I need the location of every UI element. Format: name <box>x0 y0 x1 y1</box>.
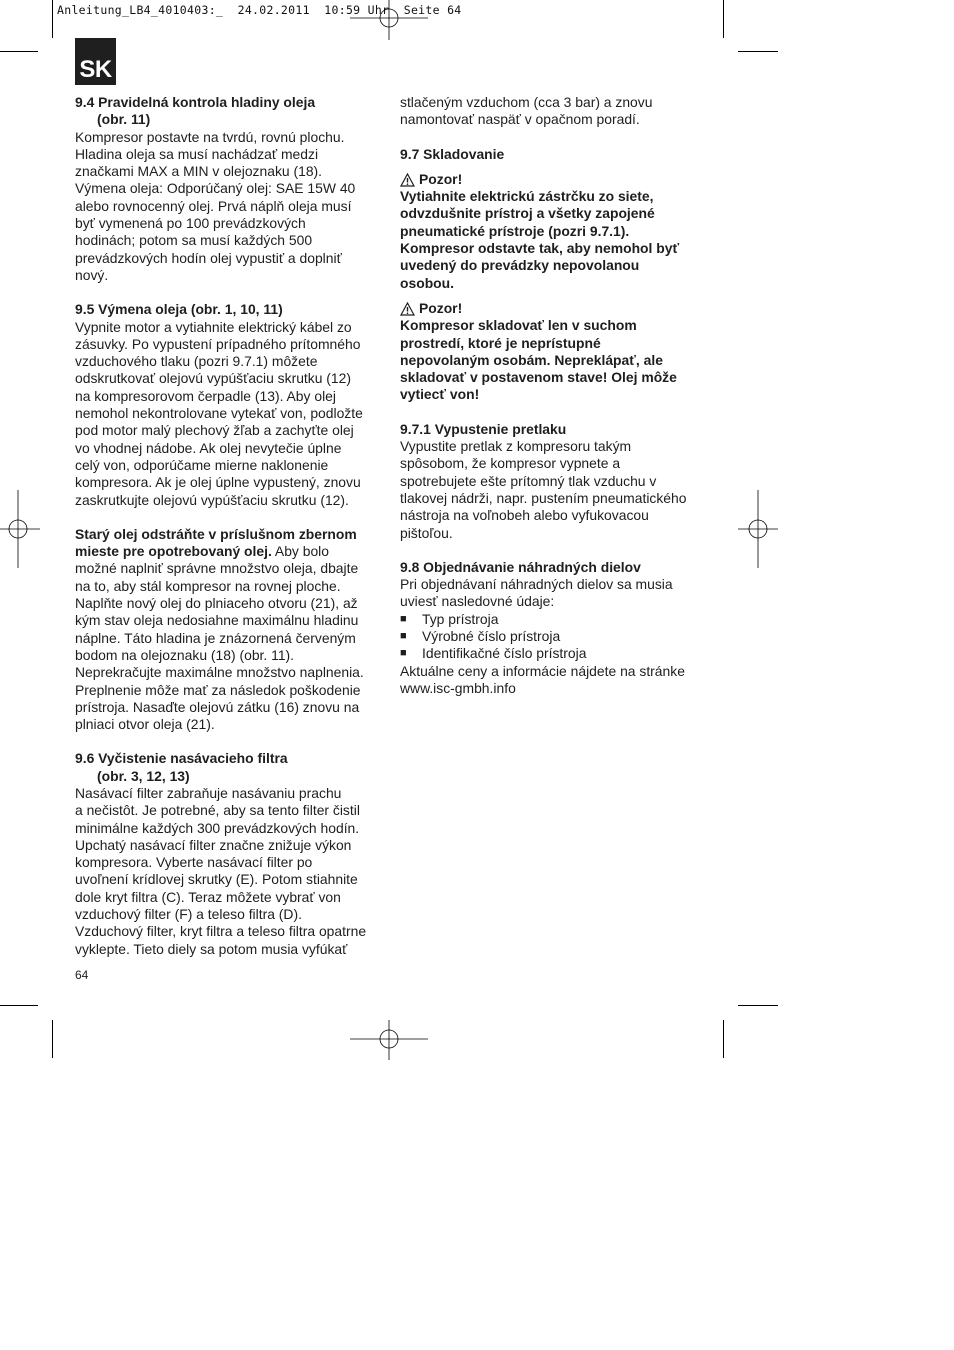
warning-line: pneumatické prístroje (pozri 9.7.1). <box>400 222 630 239</box>
body-line: bodom na olejoznaku (18) (obr. 11). <box>75 646 295 663</box>
body-line: na kompresorovom čerpadle (13). Aby olej <box>75 387 336 404</box>
waste-oil-notice-bold: Starý olej odstráňte v príslušnom zbernom <box>75 525 357 542</box>
crop-mark-top-right-horizontal <box>738 51 778 52</box>
body-line: kompresora. Ak je olej úplne vypustený, znovu <box>75 474 361 491</box>
warning-body <box>400 188 705 292</box>
section-9-6-title-ref: (obr. 3, 12, 13) <box>97 767 190 784</box>
body-line: tlakovej nádrži, napr. pustením pneumatického <box>400 489 687 506</box>
warning-triangle-icon <box>400 302 415 316</box>
warning-line: prostredí, ktoré je neprístupné <box>400 334 601 351</box>
body-line: Pri objednávaní náhradných dielov sa musia <box>400 576 673 593</box>
body-line: Naplňte nový olej do plniaceho otvoru (21), až <box>75 595 358 612</box>
warning-body <box>400 317 705 403</box>
body-line: spotrebujete ešte prítomný tlak vzduchu v <box>400 472 657 489</box>
crop-mark-top-left-horizontal <box>0 51 38 52</box>
warning-line: uvedený do prevádzky nepovolanou <box>400 257 640 274</box>
body-line: odskrutkovať olejovú vypúšťaciu skrutku (12) <box>75 370 352 387</box>
body-line: pištoľou. <box>400 524 453 541</box>
section-9-4-body <box>75 129 375 285</box>
body-line: kým stav oleja nedosiahne maximálnu hladinu <box>75 612 359 629</box>
warning-line: vytiecť von! <box>400 386 480 403</box>
registration-mark-top-icon <box>350 0 428 40</box>
body-line: možné naplniť správne množstvo oleja, dbajte <box>75 560 359 577</box>
body-line: celý von, odporúčame mierne naklonenie <box>75 456 329 473</box>
list-item <box>400 628 705 645</box>
body-line: stlačeným vzduchom (cca 3 bar) a znovu <box>400 94 653 110</box>
print-info-header: Anleitung_LB4_4010403:_ 24.02.2011 10:59 Uhr Seite 64 <box>57 3 462 17</box>
warning-label: Pozor! <box>419 170 463 187</box>
crop-mark-bottom-right-vertical <box>723 1020 724 1058</box>
section-9-6-body <box>75 785 375 958</box>
page-number: 64 <box>75 968 89 982</box>
crop-mark-bottom-left-vertical <box>52 1020 53 1058</box>
warning-line: odvzdušnite prístroj a všetky zapojené <box>400 205 655 222</box>
body-line: Preplnenie môže mať za následok poškodenie <box>75 681 361 698</box>
body-line: spôsobom, že kompresor vypnete a <box>400 455 621 472</box>
list-item <box>400 645 705 662</box>
body-line: minimálne každých 300 prevádzkových hodín. <box>75 819 360 836</box>
section-9-7-1-body <box>400 438 705 542</box>
body-line: Vypnite motor a vytiahnite elektrický kábel zo <box>75 318 352 335</box>
body-line: náplne. Táto hladina je znázornená červeným <box>75 629 356 646</box>
square-bullet-icon: ■ <box>400 612 407 625</box>
body-line: zaskrutkujte olejovú vypúšťaciu skrutku (12). <box>75 491 349 508</box>
body-line: Aktuálne ceny a informácie nájdete na stránke <box>400 662 685 679</box>
body-line: uviesť nasledovné údaje: <box>400 593 555 610</box>
body-line: Nasávací filter zabraňuje nasávaniu prachu <box>75 784 342 801</box>
list-item-label: Výrobné číslo prístroja <box>422 628 561 645</box>
waste-oil-notice-bold-end: mieste pre opotrebovaný olej. <box>75 543 272 560</box>
section-9-8-title: 9.8 Objednávanie náhradných dielov <box>400 558 641 575</box>
body-line: zásuvky. Po vypustení prípadného prítomného <box>75 335 361 352</box>
section-9-8-body <box>400 576 705 697</box>
body-line: značkami MAX a MIN v olejoznaku (18). <box>75 163 323 180</box>
body-line: Upchatý nasávací filter značne znižuje výkon <box>75 836 352 853</box>
body-line: alebo rovnocenný olej. Prvá náplň oleja musí <box>75 197 352 214</box>
crop-mark-bottom-left-horizontal <box>0 1005 38 1006</box>
warning-line: Vytiahnite elektrickú zástrčku zo siete, <box>400 188 654 205</box>
language-badge: SK <box>75 38 116 85</box>
section-9-4-title-ref: (obr. 11) <box>97 111 151 128</box>
warning-line: osobou. <box>400 274 455 291</box>
body-line: nový. <box>75 266 109 283</box>
body-line: nástroja na voľnobeh alebo vyfukovacou <box>400 507 649 524</box>
body-line: hodinách; potom sa musí každých 500 <box>75 232 313 249</box>
body-line: prístroja. Nasaďte olejovú zátku (16) znovu na <box>75 698 360 715</box>
section-9-5-body <box>75 319 375 509</box>
body-line: uvoľnení krídlovej skrutky (E). Potom stiahnite <box>75 871 358 888</box>
body-line: dole kryt filtra (C). Teraz môžete vybrať von <box>75 888 341 905</box>
warning-line: skladovať v postavenom stave! Olej môže <box>400 369 677 386</box>
body-line: a nečistôt. Je potrebné, aby sa tento filter čistil <box>75 802 360 819</box>
section-9-5-body-continued <box>75 560 375 733</box>
crop-mark-top-right-vertical <box>723 0 724 38</box>
right-column <box>400 94 705 697</box>
warning-heading <box>400 171 705 188</box>
left-column <box>75 94 375 958</box>
section-9-6-title: 9.6 Vyčistenie nasávacieho filtra <box>75 750 288 767</box>
body-line: Vzduchový filter, kryt filtra a teleso filtra opatrne <box>75 923 367 940</box>
body-line: Kompresor postavte na tvrdú, rovnú plochu. <box>75 128 345 145</box>
section-9-6-continued <box>400 94 705 129</box>
body-line: kompresora. Vyberte nasávací filter po <box>75 854 313 871</box>
warning-triangle-icon <box>400 173 415 187</box>
body-line: namontovať naspäť v opačnom poradí. <box>400 111 640 128</box>
warning-heading <box>400 300 705 317</box>
body-line: vyklepte. Tieto diely sa potom musia vyfúkať <box>75 940 348 957</box>
waste-oil-notice-line <box>75 543 375 560</box>
registration-mark-left-icon <box>0 490 40 568</box>
list-item-label: Typ prístroja <box>422 610 499 627</box>
body-line: vo vhodnej nádobe. Ak olej nevytečie úplne <box>75 439 342 456</box>
registration-mark-bottom-icon <box>350 1020 428 1060</box>
body-line: Neprekračujte maximálne množstvo naplnenia. <box>75 664 364 681</box>
list-item-label: Identifikačné číslo prístroja <box>422 645 587 662</box>
body-line: vzduchový filter (F) a teleso filtra (D). <box>75 906 302 923</box>
body-line: Výmena oleja: Odporúčaný olej: SAE 15W 40 <box>75 180 356 197</box>
body-line: nemohol nekontrolovane vytekať von, podložte <box>75 405 363 422</box>
body-line: vzduchového tlaku (pozri 9.7.1) môžete <box>75 353 318 370</box>
body-text: Aby bolo <box>271 543 329 560</box>
body-line: na to, aby stál kompresor na rovnej ploche. <box>75 577 341 594</box>
crop-mark-top-left-vertical <box>52 0 53 38</box>
list-item <box>400 611 705 628</box>
registration-mark-right-icon <box>738 490 778 568</box>
warning-line: Kompresor odstavte tak, aby nemohol byť <box>400 240 680 257</box>
warning-line: nepovolaným osobám. Nepreklápať, ale <box>400 351 663 368</box>
body-line: Hladina oleja sa musí nachádzať medzi <box>75 145 319 162</box>
website-link: www.isc-gmbh.info <box>400 679 516 696</box>
body-line: pod motor malý plechový žľab a zachyťte olej <box>75 422 354 439</box>
section-9-7-1-title: 9.7.1 Vypustenie pretlaku <box>400 420 567 437</box>
section-9-4-title: 9.4 Pravidelná kontrola hladiny oleja <box>75 94 316 110</box>
square-bullet-icon: ■ <box>400 630 407 643</box>
body-line: byť vymenená po 100 prevádzkových <box>75 215 306 232</box>
crop-mark-bottom-right-horizontal <box>738 1005 778 1006</box>
warning-label: Pozor! <box>419 299 463 316</box>
square-bullet-icon: ■ <box>400 647 407 660</box>
body-line: Vypustite pretlak z kompresoru takým <box>400 438 632 455</box>
warning-line: Kompresor skladovať len v suchom <box>400 317 637 334</box>
section-9-7-title: 9.7 Skladovanie <box>400 145 505 162</box>
body-line: plniaci otvor oleja (21). <box>75 716 215 733</box>
section-9-5-title: 9.5 Výmena oleja (obr. 1, 10, 11) <box>75 301 283 318</box>
body-line: prevádzkových hodín olej vypustiť a doplniť <box>75 249 342 266</box>
